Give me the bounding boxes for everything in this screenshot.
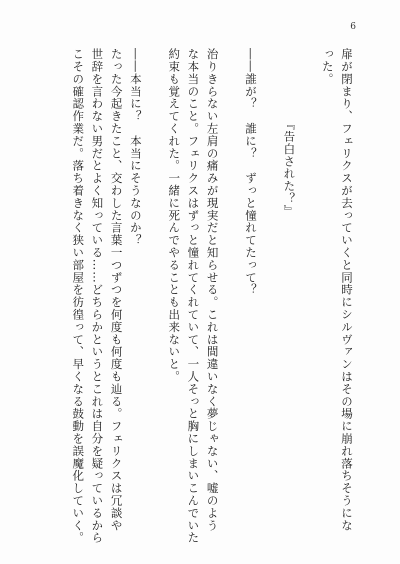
body-text [68, 48, 356, 544]
text-line-8: 治りきらない左肩の痛みが現実だと知らせる。これは間違いなく夢じゃない、嘘のよう [205, 48, 220, 532]
text-line-9: な本当のこと。フェリクスはずっと憧れてくれていて、一人そっと胸にしまいこんでいた [186, 48, 201, 544]
blank-line [145, 48, 164, 528]
text-line-10: 約束も覚えてくれた。一緒に死んでやることも出来ないと。 [167, 48, 182, 383]
blank-line [222, 48, 241, 528]
text-line-15: こその確認作業だ。落ち着きなく狭い部屋を彷徨って、早くなる鼓動を誤魔化していく。 [71, 48, 86, 544]
chapter-heading: 『告白された？』 [282, 118, 297, 218]
text-line-1: 扉が閉まり、フェリクスが去っていくと同時にシルヴァンはその場に崩れ落ちそうにな [340, 48, 354, 532]
text-line-13: たった今起きたこと、交わした言葉一つずつを何度も何度も辿る。フェリクスは冗談や [109, 48, 124, 532]
blank-line [298, 48, 317, 528]
page-number: 6 [350, 22, 356, 32]
text-line-12: ――本当に？ 本当にそうなのか？ [128, 48, 143, 247]
text-line-14: 世辞を言わない男だとよく知っている……どちらかというとこれは自分を疑っているから [90, 48, 105, 544]
text-line-6: ――誰が？ 誰に？ ずっと憧れてたって？ [244, 48, 259, 296]
text-line-2: った。 [320, 48, 335, 86]
blank-line [260, 48, 279, 528]
